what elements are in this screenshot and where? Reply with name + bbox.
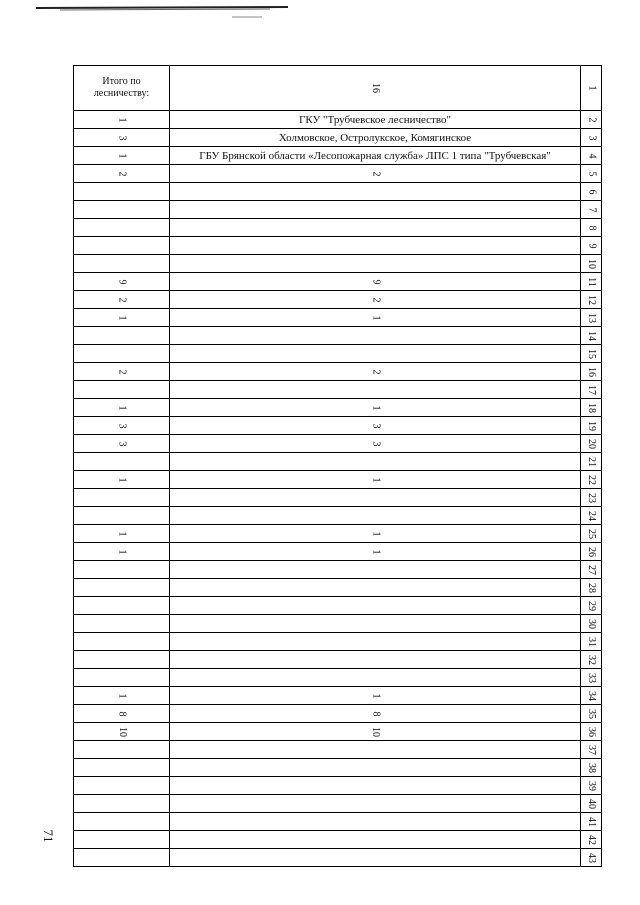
organization-text: ГКУ "Трубчевское лесничество"	[299, 113, 451, 126]
total-cell-value: 1	[116, 531, 128, 536]
value-cell	[170, 291, 581, 309]
row-number-cell-value: 10	[586, 258, 597, 269]
page-number: 71	[41, 829, 56, 843]
row-number-cell	[581, 111, 602, 129]
value-cell	[170, 471, 581, 489]
total-cell	[74, 489, 170, 507]
row-number-cell-value: 41	[586, 816, 597, 827]
total-cell-value: 1	[116, 153, 128, 158]
total-cell-value: 2	[116, 369, 128, 374]
total-cell	[74, 291, 170, 309]
row-number-cell-value: 3	[586, 135, 597, 140]
total-cell	[74, 813, 170, 831]
value-cell-value: 1	[370, 531, 381, 536]
total-cell	[74, 363, 170, 381]
organization-cell	[170, 129, 581, 147]
value-cell	[170, 237, 581, 255]
value-cell	[170, 615, 581, 633]
row-number-cell-value: 4	[586, 153, 597, 158]
value-cell-value: 9	[370, 279, 381, 284]
total-cell	[74, 543, 170, 561]
total-cell	[74, 723, 170, 741]
total-cell	[74, 201, 170, 219]
row-number-cell	[581, 345, 602, 363]
value-cell	[170, 273, 581, 291]
row-number: 1	[586, 85, 597, 91]
row-number-cell-value: 9	[586, 243, 597, 248]
row-number-cell	[581, 183, 602, 201]
total-cell	[74, 633, 170, 651]
row-number-cell-value: 13	[586, 312, 597, 323]
value-cell	[170, 183, 581, 201]
total-cell-value: 2	[116, 171, 128, 176]
total-cell	[74, 471, 170, 489]
total-cell	[74, 111, 170, 129]
value-cell	[170, 669, 581, 687]
value-cell	[170, 813, 581, 831]
total-cell	[74, 615, 170, 633]
value-cell	[170, 579, 581, 597]
row-number-cell	[581, 219, 602, 237]
row-number-cell	[581, 543, 602, 561]
value-cell-value: 1	[370, 405, 381, 410]
row-number-cell	[581, 759, 602, 777]
row-number-cell	[581, 561, 602, 579]
row-number-cell	[581, 129, 602, 147]
total-cell	[74, 417, 170, 435]
row-number-cell	[581, 291, 602, 309]
value-cell	[170, 327, 581, 345]
total-cell	[74, 795, 170, 813]
total-cell-value: 3	[116, 135, 128, 140]
row-number-cell-value: 27	[586, 564, 597, 575]
total-cell-value: 1	[116, 549, 128, 554]
value-cell-value: 8	[370, 711, 381, 716]
total-cell	[74, 453, 170, 471]
total-cell	[74, 777, 170, 795]
value-cell	[170, 795, 581, 813]
row-number-cell	[581, 237, 602, 255]
total-cell-value: 1	[116, 693, 128, 698]
value-cell-value: 2	[370, 171, 381, 176]
row-number-cell-value: 16	[586, 366, 597, 377]
total-cell	[74, 219, 170, 237]
row-number-cell	[581, 273, 602, 291]
total-cell	[74, 831, 170, 849]
total-cell	[74, 165, 170, 183]
total-cell	[74, 525, 170, 543]
row-number-cell	[581, 381, 602, 399]
value-cell	[170, 759, 581, 777]
row-number-cell	[581, 741, 602, 759]
total-cell	[74, 651, 170, 669]
value-cell	[170, 687, 581, 705]
total-cell	[74, 183, 170, 201]
value-cell	[170, 507, 581, 525]
total-cell	[74, 309, 170, 327]
total-cell	[74, 687, 170, 705]
organization-text: ГБУ Брянской области «Лесопожарная служба» ЛПС 1 типа "Трубчевская"	[199, 149, 551, 162]
total-cell	[74, 597, 170, 615]
row-number-cell	[581, 327, 602, 345]
row-number-cell	[581, 453, 602, 471]
value-cell	[170, 597, 581, 615]
total-cell	[74, 759, 170, 777]
row-number-cell-value: 6	[586, 189, 597, 194]
row-number-cell-value: 30	[586, 618, 597, 629]
row-number-cell	[581, 435, 602, 453]
total-cell	[74, 705, 170, 723]
value-cell	[170, 705, 581, 723]
total-cell-value: 1	[116, 315, 128, 320]
scan-marks	[0, 0, 640, 30]
total-cell-value: 1	[116, 477, 128, 482]
total-cell	[74, 273, 170, 291]
header-left-cell	[74, 66, 170, 111]
value-cell-value: 3	[370, 441, 381, 446]
total-cell	[74, 399, 170, 417]
total-cell	[74, 579, 170, 597]
row-number-cell	[581, 399, 602, 417]
row-number-cell-value: 18	[586, 402, 597, 413]
value-cell	[170, 651, 581, 669]
row-number-cell	[581, 615, 602, 633]
total-cell	[74, 741, 170, 759]
row-number-cell-value: 35	[586, 708, 597, 719]
header-center-cell	[170, 66, 581, 111]
row-number-cell-value: 31	[586, 636, 597, 647]
row-number-cell	[581, 147, 602, 165]
value-cell	[170, 561, 581, 579]
row-number-cell-value: 12	[586, 294, 597, 305]
row-number-cell	[581, 507, 602, 525]
total-cell-value: 10	[116, 726, 128, 737]
row-number-cell-value: 29	[586, 600, 597, 611]
row-number-cell-value: 2	[586, 117, 597, 122]
value-cell-value: 2	[370, 297, 381, 302]
value-cell	[170, 345, 581, 363]
row-number-cell-value: 20	[586, 438, 597, 449]
value-cell-value: 10	[370, 726, 381, 737]
row-number-cell-value: 24	[586, 510, 597, 521]
value-cell	[170, 399, 581, 417]
value-cell	[170, 489, 581, 507]
row-number-cell-value: 28	[586, 582, 597, 593]
row-number-cell-value: 39	[586, 780, 597, 791]
row-number-cell	[581, 633, 602, 651]
row-number-cell-value: 26	[586, 546, 597, 557]
value-cell-value: 2	[370, 369, 381, 374]
row-number-cell-value: 42	[586, 834, 597, 845]
total-cell-value: 9	[116, 279, 128, 284]
total-cell	[74, 561, 170, 579]
row-number-cell	[581, 255, 602, 273]
value-cell-value: 1	[370, 477, 381, 482]
total-cell	[74, 435, 170, 453]
row-number-cell-value: 22	[586, 474, 597, 485]
total-cell	[74, 345, 170, 363]
value-cell-value: 1	[370, 549, 381, 554]
row-number-cell	[581, 849, 602, 867]
row-number-cell	[581, 795, 602, 813]
row-number-cell-value: 38	[586, 762, 597, 773]
row-number-cell-value: 23	[586, 492, 597, 503]
row-number-cell	[581, 705, 602, 723]
row-number-cell-value: 37	[586, 744, 597, 755]
organization-text: Холмовское, Остролукское, Комягинское	[278, 131, 472, 144]
row-number-cell	[581, 201, 602, 219]
value-cell	[170, 633, 581, 651]
total-cell	[74, 255, 170, 273]
row-number-cell	[581, 723, 602, 741]
row-number-cell	[581, 489, 602, 507]
header-left-label: Итого по лесничеству:	[93, 76, 150, 99]
total-cell-value: 2	[116, 297, 128, 302]
header-row-number-cell	[581, 66, 602, 111]
row-number-cell-value: 5	[586, 171, 597, 176]
row-number-cell	[581, 417, 602, 435]
total-cell	[74, 237, 170, 255]
row-number-cell-value: 33	[586, 672, 597, 683]
row-number-cell	[581, 597, 602, 615]
row-number-cell	[581, 309, 602, 327]
value-cell	[170, 723, 581, 741]
value-cell	[170, 741, 581, 759]
value-cell	[170, 219, 581, 237]
value-cell	[170, 453, 581, 471]
value-cell	[170, 435, 581, 453]
total-cell	[74, 129, 170, 147]
value-cell	[170, 543, 581, 561]
value-cell	[170, 381, 581, 399]
total-cell	[74, 147, 170, 165]
row-number-cell	[581, 669, 602, 687]
value-cell-value: 1	[370, 315, 381, 320]
total-cell	[74, 669, 170, 687]
total-cell	[74, 381, 170, 399]
row-number-cell-value: 7	[586, 207, 597, 212]
row-number-cell	[581, 165, 602, 183]
row-number-cell	[581, 525, 602, 543]
row-number-cell	[581, 471, 602, 489]
value-cell	[170, 363, 581, 381]
total-cell	[74, 849, 170, 867]
row-number-cell	[581, 579, 602, 597]
row-number-cell-value: 21	[586, 456, 597, 467]
row-number-cell-value: 11	[585, 276, 597, 287]
row-number-cell-value: 17	[586, 384, 597, 395]
value-cell-value: 1	[370, 693, 381, 698]
total-cell-value: 1	[116, 117, 128, 122]
row-number-cell-value: 14	[586, 330, 597, 341]
forestry-table	[73, 65, 602, 867]
value-cell	[170, 525, 581, 543]
value-cell	[170, 417, 581, 435]
row-number-cell-value: 19	[586, 420, 597, 431]
value-cell	[170, 849, 581, 867]
row-number-cell-value: 34	[586, 690, 597, 701]
total-cell-value: 1	[116, 405, 128, 410]
row-number-cell	[581, 363, 602, 381]
value-cell	[170, 165, 581, 183]
value-cell	[170, 831, 581, 849]
value-cell	[170, 309, 581, 327]
row-number-cell-value: 36	[586, 726, 597, 737]
value-cell-value: 3	[370, 423, 381, 428]
row-number-cell	[581, 687, 602, 705]
total-cell-value: 8	[116, 711, 128, 716]
total-cell-value: 3	[116, 441, 128, 446]
value-cell	[170, 201, 581, 219]
row-number-cell-value: 8	[586, 225, 597, 230]
total-cell	[74, 507, 170, 525]
row-number-cell-value: 40	[586, 798, 597, 809]
row-number-cell	[581, 651, 602, 669]
row-number-cell-value: 43	[586, 852, 597, 863]
row-number-cell	[581, 777, 602, 795]
value-cell	[170, 777, 581, 795]
row-number-cell-value: 15	[586, 348, 597, 359]
row-number-cell-value: 25	[586, 528, 597, 539]
row-number-cell	[581, 831, 602, 849]
total-cell-value: 3	[116, 423, 128, 428]
total-cell	[74, 327, 170, 345]
header-center-value: 16	[370, 83, 381, 93]
value-cell	[170, 255, 581, 273]
row-number-cell-value: 32	[586, 654, 597, 665]
organization-cell	[170, 147, 581, 165]
organization-cell	[170, 111, 581, 129]
row-number-cell	[581, 813, 602, 831]
